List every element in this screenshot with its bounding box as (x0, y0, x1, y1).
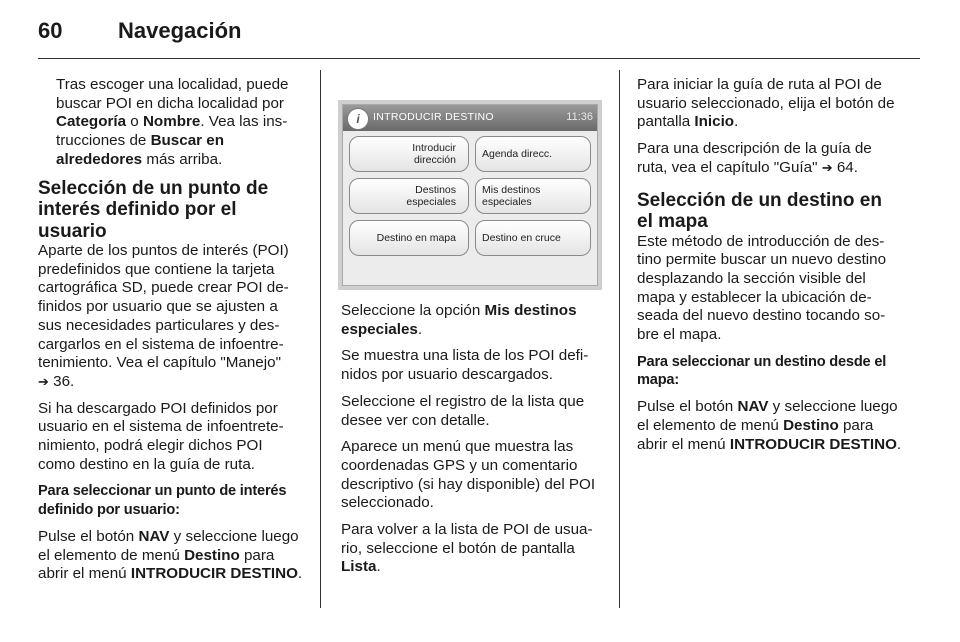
paragraph-map-method: Este método de introducción de des-tino permite buscar un nuevo destino desplazando la sección visible del mapa y establecer la ubicación de-seada del nuevo destino tocando so-bre el mapa. (637, 232, 887, 344)
paragraph-guidance-reference: Para una descripción de la guía de ruta, vea el capítulo "Guía" ➔ 64. (637, 140, 872, 176)
paragraph-select-option: Seleccione la opción Mis destinos especiales. (341, 302, 577, 338)
paragraph-return-list: Para volver a la lista de POI de usua-rio, seleccione el botón de pantalla Lista. (341, 521, 593, 576)
column-2 (341, 302, 603, 585)
page-number: 60 (38, 18, 63, 43)
introducir-direccion-button[interactable]: Introducir dirección (349, 136, 469, 172)
screen-title-bar (343, 105, 597, 131)
paragraph-menu-gps: Aparece un menú que muestra las coordenadas GPS y un comentario descriptivo (si hay disponible) del POI seleccionado. (341, 438, 596, 512)
reference-arrow-icon: ➔ (821, 159, 833, 175)
device-screenshot (338, 100, 602, 290)
reference-arrow-icon: ➔ (38, 373, 49, 389)
subheading-select-user-poi: Para seleccionar un punto de interés definido por usuario: (38, 483, 287, 519)
destino-en-mapa-button[interactable]: Destino en mapa (349, 220, 469, 256)
paragraph-downloaded-poi: Si ha descargado POI definidos por usuario en el sistema de infoentrete-nimiento, podrá elegir dichos POI como destino en la guía de ruta. (38, 399, 284, 473)
device-screen (342, 104, 598, 286)
intro-paragraph: Tras escoger una localidad, puede buscar POI en dicha localidad por Categoría o Nombre. Vea las ins-trucciones de Buscar en alrededores más arriba. (56, 76, 289, 168)
paragraph-start-guidance: Para iniciar la guía de ruta al POI de usuario seleccionado, elija el botón de pantalla Inicio. (637, 76, 895, 131)
paragraph-nav-instructions-map: Pulse el botón NAV y seleccione luego el elemento de menú Destino para abrir el menú INTRODUCIR DESTINO. (637, 398, 902, 453)
paragraph-list-shown: Se muestra una lista de los POI defi-nidos por usuario descargados. (341, 347, 589, 384)
info-icon: i (347, 108, 369, 130)
column-1 (38, 76, 303, 592)
column-divider-2 (619, 70, 620, 608)
destinos-especiales-button[interactable]: Destinos especiales (349, 178, 469, 214)
column-3 (637, 76, 902, 462)
paragraph-select-record: Seleccione el registro de la lista que desee ver con detalle. (341, 392, 585, 429)
section-heading-user-poi: Selección de un punto de interés definido por el usuario (38, 177, 269, 242)
header-divider (38, 58, 920, 59)
screen-title: INTRODUCIR DESTINO (373, 111, 494, 123)
paragraph-nav-instructions: Pulse el botón NAV y seleccione luego el elemento de menú Destino para abrir el menú INTRODUCIR DESTINO. (38, 527, 303, 583)
screen-clock: 11:36 (566, 111, 593, 123)
subheading-select-from-map: Para seleccionar un destino desde el mapa: (637, 353, 887, 389)
page-title: Navegación (118, 18, 242, 43)
section-heading-map-destination: Selección de un destino en el mapa (637, 189, 882, 233)
paragraph-user-poi-intro: Aparte de los puntos de interés (POI) predefinidos que contiene la tarjeta cartográfica SD, puede crear POI de-finidos por usuario que se ajusten a sus necesidades particulares y des-cargarlos en el sistema de infoentre-tenimiento. Vea el capítulo "Manejo" ➔ 36. (38, 242, 289, 390)
destino-en-cruce-button[interactable]: Destino en cruce (475, 220, 591, 256)
column-divider-1 (320, 70, 321, 608)
mis-destinos-especiales-button[interactable]: Mis destinos especiales (475, 178, 591, 214)
agenda-direcc-button[interactable]: Agenda direcc. (475, 136, 591, 172)
